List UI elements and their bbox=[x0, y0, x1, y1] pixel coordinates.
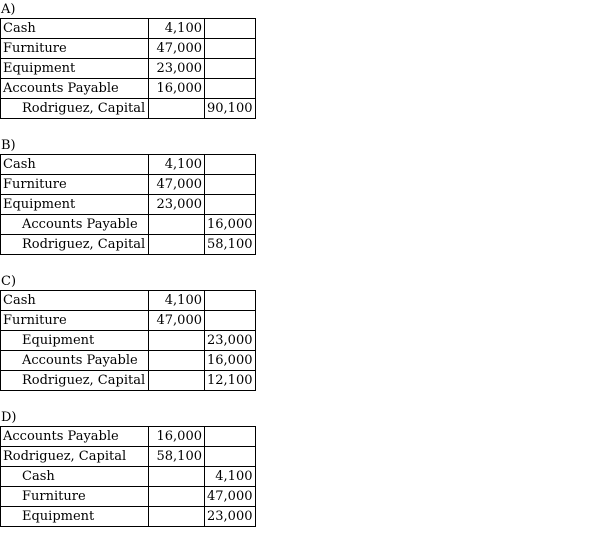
credit-cell: 47,000 bbox=[205, 487, 256, 507]
journal-entry-option-c bbox=[0, 274, 600, 391]
debit-cell: 16,000 bbox=[149, 427, 205, 447]
journal-table-a bbox=[0, 18, 256, 119]
account-cell: Furniture bbox=[1, 175, 149, 195]
account-cell: Equipment bbox=[1, 507, 149, 527]
credit-cell bbox=[205, 175, 256, 195]
credit-cell bbox=[205, 19, 256, 39]
debit-cell: 58,100 bbox=[149, 447, 205, 467]
journal-entry-option-a bbox=[0, 2, 600, 119]
table-row bbox=[1, 235, 256, 255]
account-cell: Rodriguez, Capital bbox=[1, 235, 149, 255]
credit-cell: 16,000 bbox=[205, 351, 256, 371]
option-label-a: A) bbox=[1, 2, 16, 17]
debit-cell: 47,000 bbox=[149, 311, 205, 331]
account-cell: Rodriguez, Capital bbox=[1, 99, 149, 119]
debit-cell bbox=[149, 99, 205, 119]
debit-cell: 23,000 bbox=[149, 195, 205, 215]
table-row bbox=[1, 427, 256, 447]
option-label-b: B) bbox=[1, 138, 16, 153]
account-cell: Cash bbox=[1, 467, 149, 487]
debit-cell: 4,100 bbox=[149, 291, 205, 311]
account-cell: Accounts Payable bbox=[1, 427, 149, 447]
table-row bbox=[1, 39, 256, 59]
table-row bbox=[1, 331, 256, 351]
table-row bbox=[1, 467, 256, 487]
journal-table-d bbox=[0, 426, 256, 527]
table-row bbox=[1, 291, 256, 311]
table-row bbox=[1, 311, 256, 331]
account-cell: Equipment bbox=[1, 331, 149, 351]
credit-cell bbox=[205, 427, 256, 447]
credit-cell bbox=[205, 195, 256, 215]
account-cell: Furniture bbox=[1, 487, 149, 507]
table-row bbox=[1, 195, 256, 215]
account-cell: Accounts Payable bbox=[1, 351, 149, 371]
option-label-d: D) bbox=[1, 410, 17, 425]
option-label-c: C) bbox=[1, 274, 17, 289]
table-row bbox=[1, 507, 256, 527]
debit-cell: 47,000 bbox=[149, 39, 205, 59]
table-row bbox=[1, 447, 256, 467]
credit-cell bbox=[205, 59, 256, 79]
debit-cell bbox=[149, 487, 205, 507]
journal-entry-option-b bbox=[0, 138, 600, 255]
journal-table-b bbox=[0, 154, 256, 255]
account-cell: Accounts Payable bbox=[1, 79, 149, 99]
table-row bbox=[1, 59, 256, 79]
credit-cell: 23,000 bbox=[205, 507, 256, 527]
table-row bbox=[1, 371, 256, 391]
credit-cell: 58,100 bbox=[205, 235, 256, 255]
credit-cell: 12,100 bbox=[205, 371, 256, 391]
table-row bbox=[1, 19, 256, 39]
credit-cell bbox=[205, 79, 256, 99]
account-cell: Rodriguez, Capital bbox=[1, 447, 149, 467]
account-cell: Equipment bbox=[1, 59, 149, 79]
debit-cell bbox=[149, 215, 205, 235]
account-cell: Furniture bbox=[1, 39, 149, 59]
table-row bbox=[1, 351, 256, 371]
account-cell: Equipment bbox=[1, 195, 149, 215]
table-row bbox=[1, 99, 256, 119]
debit-cell: 23,000 bbox=[149, 59, 205, 79]
journal-table-c bbox=[0, 290, 256, 391]
table-row bbox=[1, 215, 256, 235]
table-row bbox=[1, 487, 256, 507]
table-row bbox=[1, 155, 256, 175]
account-cell: Rodriguez, Capital bbox=[1, 371, 149, 391]
credit-cell: 4,100 bbox=[205, 467, 256, 487]
account-cell: Furniture bbox=[1, 311, 149, 331]
debit-cell: 4,100 bbox=[149, 19, 205, 39]
credit-cell bbox=[205, 291, 256, 311]
table-row bbox=[1, 175, 256, 195]
debit-cell bbox=[149, 371, 205, 391]
debit-cell: 4,100 bbox=[149, 155, 205, 175]
debit-cell: 47,000 bbox=[149, 175, 205, 195]
debit-cell bbox=[149, 235, 205, 255]
debit-cell bbox=[149, 467, 205, 487]
credit-cell bbox=[205, 155, 256, 175]
debit-cell bbox=[149, 507, 205, 527]
account-cell: Cash bbox=[1, 19, 149, 39]
credit-cell bbox=[205, 447, 256, 467]
credit-cell: 23,000 bbox=[205, 331, 256, 351]
credit-cell: 16,000 bbox=[205, 215, 256, 235]
journal-entry-option-d bbox=[0, 410, 600, 527]
credit-cell bbox=[205, 39, 256, 59]
debit-cell: 16,000 bbox=[149, 79, 205, 99]
debit-cell bbox=[149, 331, 205, 351]
account-cell: Cash bbox=[1, 291, 149, 311]
credit-cell: 90,100 bbox=[205, 99, 256, 119]
account-cell: Accounts Payable bbox=[1, 215, 149, 235]
account-cell: Cash bbox=[1, 155, 149, 175]
table-row bbox=[1, 79, 256, 99]
debit-cell bbox=[149, 351, 205, 371]
credit-cell bbox=[205, 311, 256, 331]
